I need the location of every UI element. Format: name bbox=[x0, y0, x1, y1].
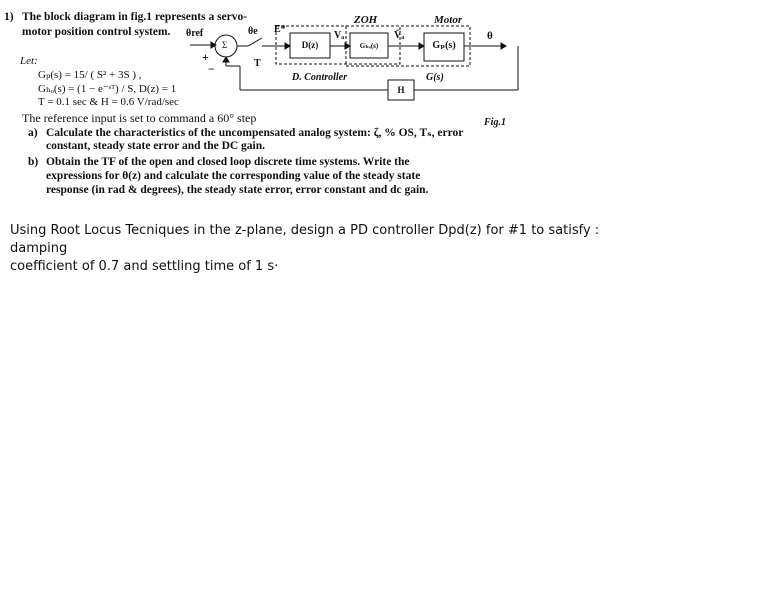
output-arrow bbox=[501, 43, 506, 49]
h-block-label: H bbox=[397, 85, 405, 95]
part-a-label: a) bbox=[28, 127, 38, 139]
summer-minus-sign: − bbox=[208, 62, 215, 76]
gho-block-label: Gₕₒ(s) bbox=[359, 42, 379, 50]
gp-block-label: Gₚ(s) bbox=[432, 40, 456, 51]
problem-number: 1) bbox=[4, 11, 14, 23]
block-diagram bbox=[0, 0, 768, 214]
motor-label: Motor bbox=[434, 14, 463, 26]
theta-output-label: θ bbox=[487, 30, 493, 42]
sampler-switch bbox=[248, 38, 262, 46]
part-b-label: b) bbox=[28, 156, 39, 168]
let-label: Let: bbox=[20, 55, 38, 67]
summer-symbol: Σ bbox=[222, 40, 228, 50]
g-label: G(s) bbox=[426, 72, 444, 83]
controller-label: D. Controller bbox=[292, 72, 348, 83]
part-b-line-1: Obtain the TF of the open and closed loop discrete time systems. Write the bbox=[46, 156, 410, 168]
va-bar-label: V̄ₐ bbox=[394, 30, 405, 41]
e-star-label: E* bbox=[274, 24, 286, 35]
part-b-line-2: expressions for θ(z) and calculate the corresponding value of the steady state bbox=[46, 170, 421, 182]
gp-equation: Gₚ(s) = 15/ ( S² + 3S ) , bbox=[38, 69, 142, 81]
design-note-line-2: coefficient of 0.7 and settling time of 1 s· bbox=[10, 259, 279, 274]
sampler-period-label: T bbox=[254, 58, 261, 69]
feedback-arrow bbox=[223, 57, 229, 62]
zoh-label: ZOH bbox=[354, 14, 378, 26]
design-note-line-1: Using Root Locus Tecniques in the z-plane, design a PD controller Dpd(z) for #1 to satisfy : damping bbox=[10, 223, 600, 256]
part-a-line-2: constant, steady state error and the DC gain. bbox=[46, 140, 266, 152]
theta-e-label: θe bbox=[248, 26, 258, 37]
problem-intro-line-2: motor position control system. bbox=[22, 26, 171, 38]
reference-input-line: The reference input is set to command a 60° step bbox=[22, 111, 257, 125]
d-block-label: D(z) bbox=[301, 40, 319, 50]
fig-label: Fig.1 bbox=[484, 117, 506, 128]
parameters-line: T = 0.1 sec & H = 0.6 V/rad/sec bbox=[38, 96, 179, 108]
summer-plus-sign: + bbox=[202, 50, 209, 64]
problem-intro-line-1: The block diagram in fig.1 represents a servo- bbox=[22, 11, 248, 23]
gho-equation: Gₕₒ(s) = (1 − e⁻ˢᵀ) / S, D(z) = 1 bbox=[38, 83, 177, 95]
design-note bbox=[10, 222, 650, 276]
part-b-line-3: response (in rad & degrees), the steady state error, error constant and dc gain. bbox=[46, 184, 429, 196]
theta-ref-label: θref bbox=[186, 28, 204, 39]
part-a-line-1: Calculate the characteristics of the uncompensated analog system: ζ, % OS, Tₛ, error bbox=[46, 127, 464, 139]
va-label: Vₐ bbox=[334, 30, 345, 41]
